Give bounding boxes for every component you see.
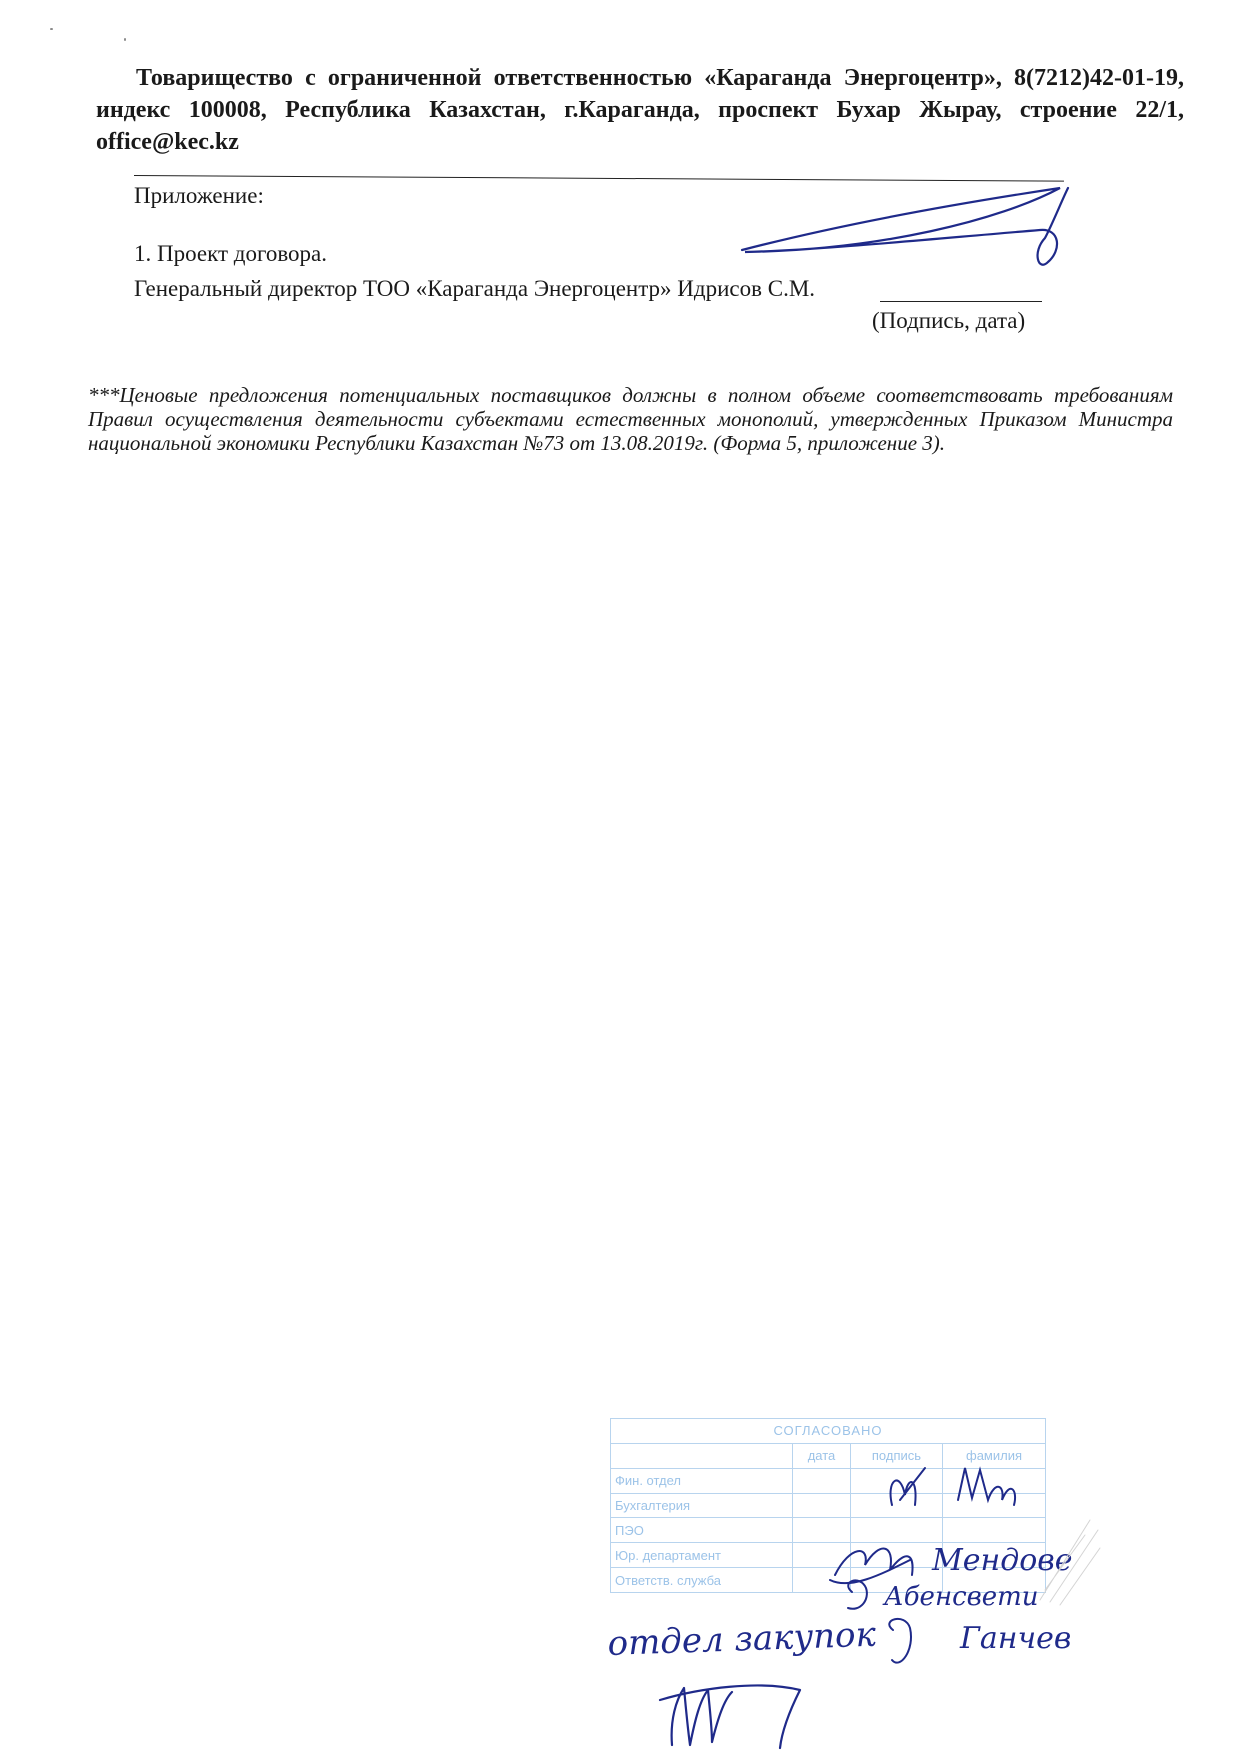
stamp-row-label: Ответств. служба — [611, 1568, 793, 1593]
handwritten-text: Мендове — [932, 1543, 1073, 1578]
stamp-column-header: дата — [793, 1443, 851, 1468]
stamp-column-header: фамилия — [943, 1443, 1046, 1468]
appendix-item: 1. Проект договора. — [134, 241, 327, 266]
handwritten-text: Ганчев — [960, 1621, 1072, 1656]
stamp-column-header: подпись — [850, 1443, 942, 1468]
stamp-row-label: ПЭО — [611, 1518, 793, 1543]
footnote: ***Ценовые предложения потенциальных поставщиков должны в полном объеме соответствовать требованиям Правил осуществления деятельности субъектами естественных монополий, утвержденных Приказом Министра национальной экономики Республики Казахстан №73 от 13.08.2019г. (Форма 5, приложение 3). — [88, 383, 1173, 455]
stamp-title: СОГЛАСОВАНО — [611, 1419, 1046, 1444]
stamp-row-label: Фин. отдел — [611, 1468, 793, 1493]
appendix-label: Приложение: — [134, 183, 264, 208]
handwritten-text: Абенсвети — [884, 1582, 1039, 1612]
company-header: Товарищество с ограниченной ответственностью «Караганда Энергоцентр», 8(7212)42-01-19, индекс 100008, Республика Казахстан, г.Караганда, проспект Бухар Жырау, строение 22/1, office@kec.kz — [96, 65, 1184, 155]
signer-line: Генеральный директор ТОО «Караганда Энергоцентр» Идрисов С.М. — [134, 276, 816, 301]
signature-caption: (Подпись, дата) — [872, 308, 1026, 333]
handwritten-text: отдел закупок — [606, 1614, 877, 1664]
stamp-row-label: Бухгалтерия — [611, 1493, 793, 1518]
stamp-row-label: Юр. департамент — [611, 1543, 793, 1568]
